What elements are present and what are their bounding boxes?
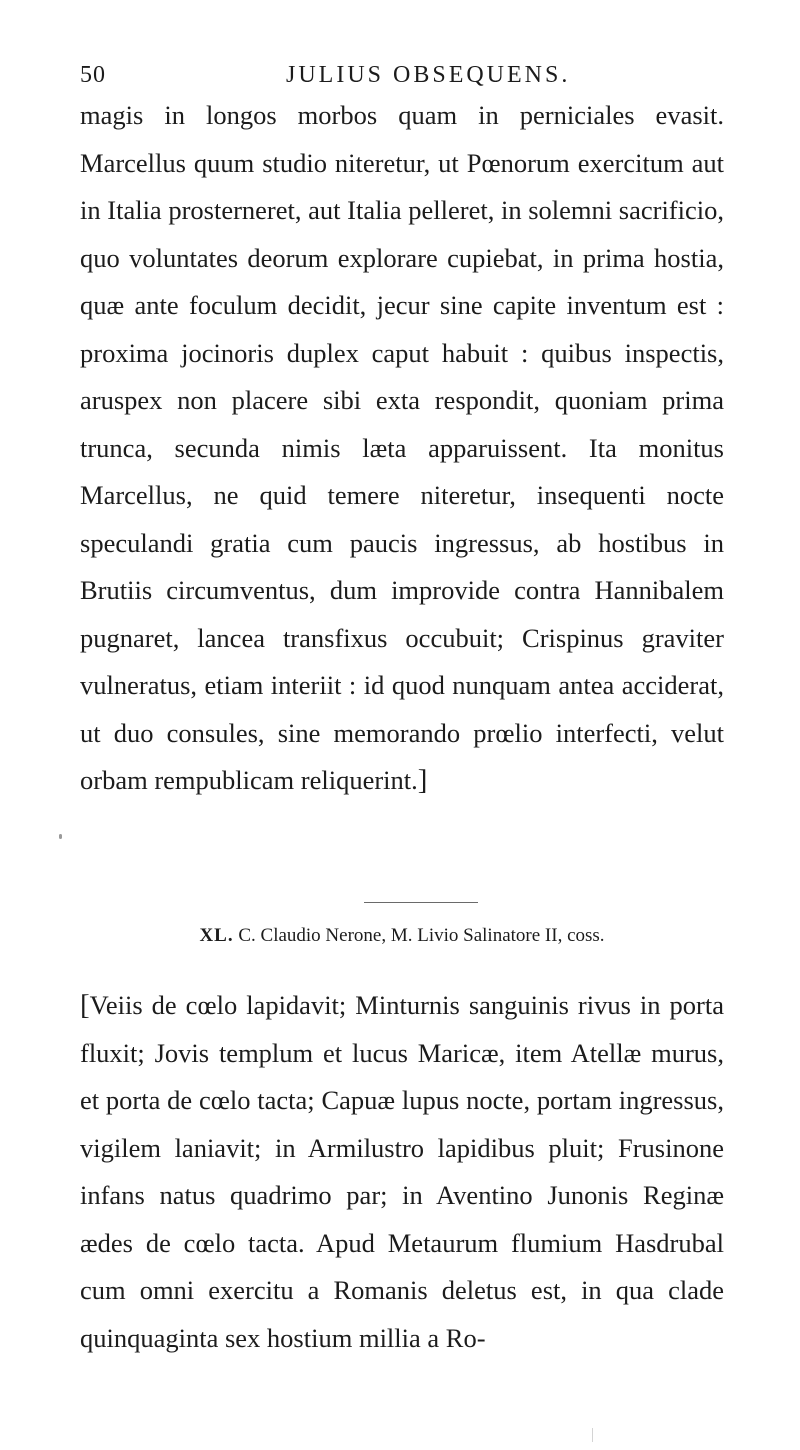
print-speck xyxy=(59,834,62,839)
closing-bracket: ] xyxy=(417,764,428,796)
opening-bracket: [ xyxy=(80,989,90,1021)
paragraph-prodigies xyxy=(80,982,724,1362)
section-number: XL. xyxy=(199,925,234,946)
section-consuls: C. Claudio Nerone, M. Livio Salinatore II, coss. xyxy=(238,925,605,946)
running-head xyxy=(80,62,730,96)
running-title: JULIUS OBSEQUENS. xyxy=(286,62,571,88)
paragraph-prodigies-text: Veiis de cœlo lapidavit; Minturnis sanguinis rivus in porta fluxit; Jovis templum et lucus Maricæ, item Atellæ murus, et porta de cœlo tacta; Capuæ lupus nocte, portam ingressus, vigilem laniavit; in Armilustro lapidibus pluit; Frusinone infans natus quadrimo par; in Aventino Junonis Reginæ ædes de cœlo tacta. Apud Metaurum flumium Hasdrubal cum omni exercitu a Romanis deletus est, in qua clade quinquaginta sex hostium millia a Ro- xyxy=(80,990,724,1353)
paragraph-marcellus-text: magis in longos morbos quam in perniciales evasit. Marcellus quum studio niteretur, ut Pœnorum exercitum aut in Italia prosterneret, aut Italia pelleret, in solemni sacrificio, quo voluntates deorum explorare cupiebat, in prima hostia, quæ ante foculum decidit, jecur sine capite inventum est : proxima jocinoris duplex caput habuit : quibus inspectis, aruspex non placere sibi exta respondit, quoniam prima trunca, secunda nimis læta apparuissent. Ita monitus Marcellus, ne quid temere niteretur, insequenti nocte speculandi gratia cum paucis ingressus, ab hostibus in Brutiis circumventus, dum improvide contra Hannibalem pugnaret, lancea transfixus occubuit; Crispinus graviter vulneratus, etiam interiit : id quod nunquam antea acciderat, ut duo consules, sine memorando prœlio interfecti, velut orbam rempublicam reliquerint. xyxy=(80,100,724,795)
page-number: 50 xyxy=(80,62,106,88)
paragraph-marcellus xyxy=(80,92,724,805)
section-divider xyxy=(364,902,478,903)
section-heading xyxy=(80,922,724,950)
print-speck xyxy=(592,1428,593,1442)
